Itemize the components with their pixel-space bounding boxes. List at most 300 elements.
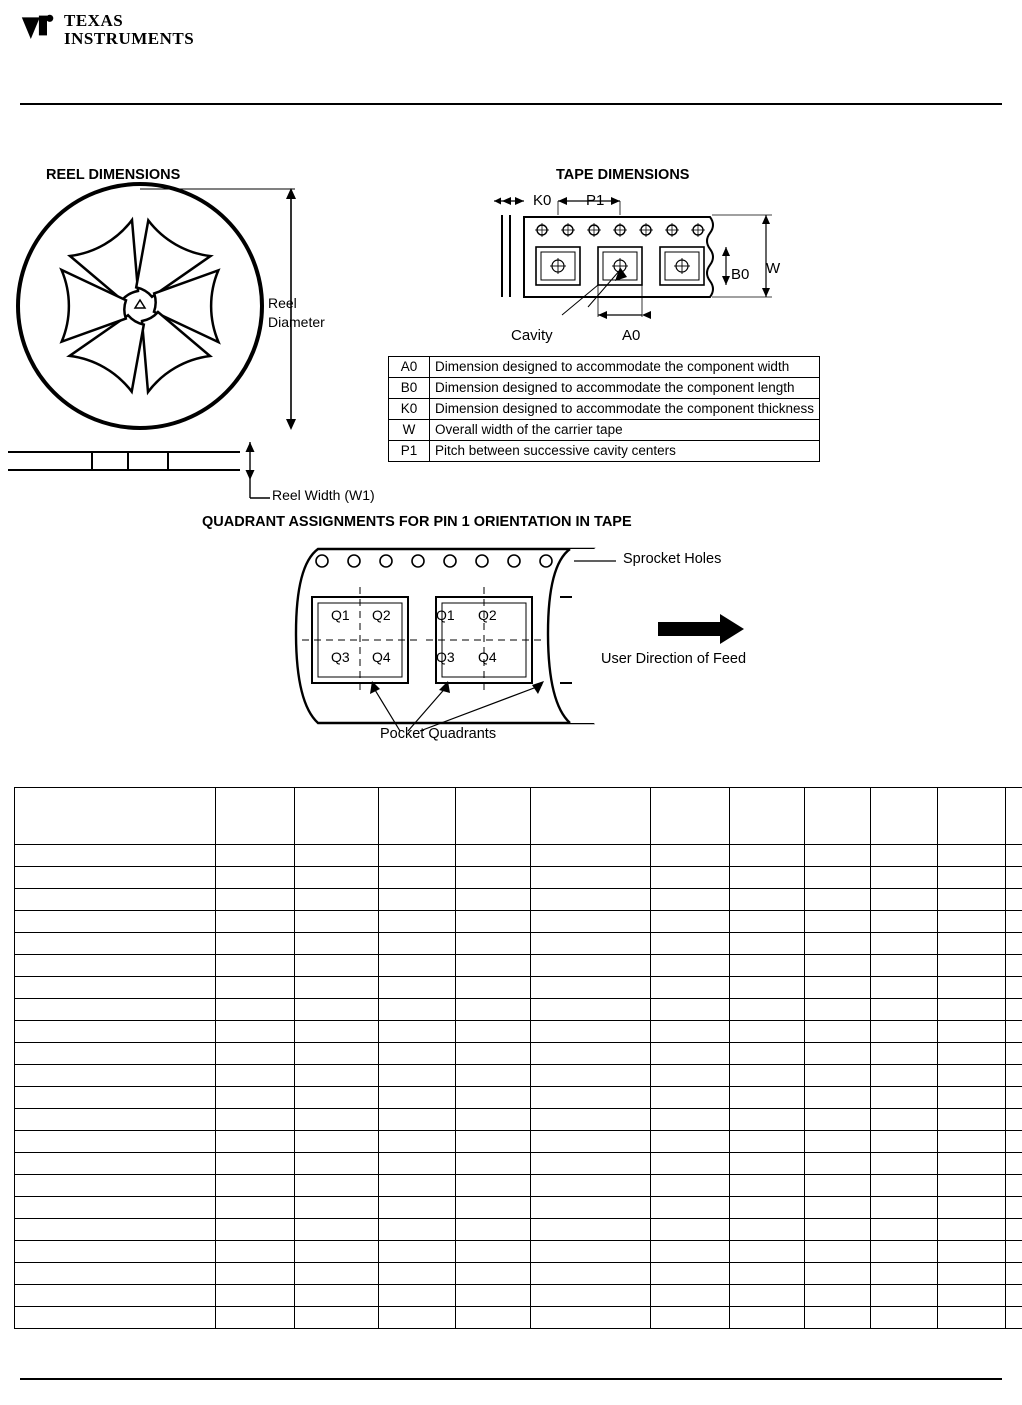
table-cell [531,1307,650,1329]
table-cell [531,999,650,1021]
header-divider [20,103,1002,105]
table-cell [215,1109,294,1131]
table-cell [650,867,729,889]
table-cell [295,1043,379,1065]
table-cell [650,1197,729,1219]
table-row [15,1065,1022,1087]
table-cell [379,867,456,889]
tape-dimensions-title: TAPE DIMENSIONS [556,167,690,183]
table-cell [805,1263,871,1285]
ti-brand-line1: TEXAS [64,11,124,30]
table-cell [295,867,379,889]
table-cell [379,1153,456,1175]
table-cell [456,911,531,933]
table-cell [1006,867,1022,889]
table-row [389,420,820,441]
table-cell [650,845,729,867]
table-row [15,977,1022,999]
table-cell [456,1153,531,1175]
table-cell [871,1307,937,1329]
table-cell [871,867,937,889]
table-row [15,1175,1022,1197]
table-cell [730,1285,805,1307]
table-cell [15,933,216,955]
table-cell [730,955,805,977]
table-cell [456,933,531,955]
table-cell [805,911,871,933]
table-cell [730,1307,805,1329]
table-cell [1006,955,1022,977]
dim-key: K0 [389,399,430,420]
table-cell [650,1109,729,1131]
table-cell [215,1021,294,1043]
table-cell [295,1263,379,1285]
table-cell [15,1021,216,1043]
table-cell [805,1021,871,1043]
table-row [15,1043,1022,1065]
table-cell [531,1285,650,1307]
table-cell [215,911,294,933]
table-cell [15,1065,216,1087]
table-cell [531,1219,650,1241]
column-header [295,788,379,845]
table-cell [805,1197,871,1219]
table-cell [295,1131,379,1153]
table-cell [215,1263,294,1285]
table-row [15,1197,1022,1219]
dim-key: A0 [389,357,430,378]
table-cell [1006,977,1022,999]
table-cell [730,1263,805,1285]
table-row [15,1087,1022,1109]
table-cell [295,911,379,933]
table-cell [15,1153,216,1175]
table-cell [15,955,216,977]
table-cell [871,1131,937,1153]
table-cell [805,845,871,867]
table-row [15,867,1022,889]
table-cell [871,1285,937,1307]
quadrant-pocket-2 [426,587,542,693]
table-cell [15,1219,216,1241]
table-cell [379,955,456,977]
table-cell [531,911,650,933]
table-cell [937,911,1005,933]
ti-wordmark [64,12,194,48]
table-cell [15,1131,216,1153]
table-header-row [15,788,1022,845]
column-header [871,788,937,845]
quadrant-title: QUADRANT ASSIGNMENTS FOR PIN 1 ORIENTATION IN TAPE [202,514,632,530]
table-cell [531,933,650,955]
table-cell [730,977,805,999]
table-cell [937,1219,1005,1241]
table-cell [531,1197,650,1219]
table-cell [1006,1065,1022,1087]
table-cell [650,1153,729,1175]
footer-divider [20,1378,1002,1380]
table-cell [295,845,379,867]
table-cell [730,1241,805,1263]
table-cell [871,1263,937,1285]
table-cell [215,1087,294,1109]
table-cell [805,1109,871,1131]
table-cell [15,1285,216,1307]
table-cell [1006,1043,1022,1065]
table-cell [650,1021,729,1043]
table-cell [379,1241,456,1263]
table-cell [730,1219,805,1241]
table-cell [456,1043,531,1065]
table-cell [15,999,216,1021]
k0-label: K0 [533,192,552,209]
column-header [215,788,294,845]
table-cell [871,1219,937,1241]
table-cell [805,889,871,911]
table-cell [871,1043,937,1065]
table-cell [215,1175,294,1197]
table-cell [937,955,1005,977]
reel-dimensions-title: REEL DIMENSIONS [46,167,181,183]
table-cell [650,977,729,999]
table-cell [1006,1021,1022,1043]
table-cell [379,977,456,999]
table-cell [937,1307,1005,1329]
dim-key: P1 [389,441,430,462]
table-cell [805,1043,871,1065]
table-cell [15,1175,216,1197]
table-cell [1006,1109,1022,1131]
reel-diagram [8,180,338,510]
column-header [730,788,805,845]
table-cell [215,1219,294,1241]
table-cell [295,999,379,1021]
column-header [805,788,871,845]
table-cell [730,911,805,933]
table-cell [730,999,805,1021]
table-cell [937,1087,1005,1109]
b0-label: B0 [731,266,750,283]
table-cell [456,1197,531,1219]
ti-logo [20,10,240,56]
table-cell [730,1153,805,1175]
table-row [15,1263,1022,1285]
table-cell [295,1219,379,1241]
table-cell [1006,1307,1022,1329]
table-cell [937,1263,1005,1285]
table-cell [650,1307,729,1329]
table-cell [805,933,871,955]
table-cell [1006,1153,1022,1175]
table-cell [650,1131,729,1153]
quadrant-q1-pocket2: Q1 [436,607,455,623]
dim-key: B0 [389,378,430,399]
table-cell [937,1241,1005,1263]
table-cell [805,1241,871,1263]
table-cell [871,1065,937,1087]
table-cell [1006,1263,1022,1285]
table-cell [805,1153,871,1175]
table-cell [295,1197,379,1219]
table-cell [871,1021,937,1043]
table-cell [15,1109,216,1131]
table-cell [531,1131,650,1153]
table-cell [730,867,805,889]
table-cell [15,1263,216,1285]
dim-key: W [389,420,430,441]
table-cell [456,1131,531,1153]
table-row [389,357,820,378]
table-row [15,1109,1022,1131]
table-cell [531,955,650,977]
table-cell [456,1175,531,1197]
table-cell [379,1263,456,1285]
table-cell [215,1043,294,1065]
table-cell [937,1175,1005,1197]
table-cell [805,1087,871,1109]
table-cell [871,955,937,977]
table-cell [295,933,379,955]
p1-label: P1 [586,192,605,209]
table-cell [805,1219,871,1241]
column-header [650,788,729,845]
table-cell [456,1021,531,1043]
table-cell [215,1131,294,1153]
table-cell [531,1263,650,1285]
table-cell [379,1197,456,1219]
quadrant-q3-pocket2: Q3 [436,649,455,665]
table-cell [871,1175,937,1197]
table-row [389,378,820,399]
column-header [531,788,650,845]
table-cell [456,1065,531,1087]
table-cell [937,1153,1005,1175]
table-cell [1006,933,1022,955]
table-cell [871,1109,937,1131]
table-cell [937,845,1005,867]
table-cell [531,1241,650,1263]
table-cell [295,1109,379,1131]
table-cell [215,889,294,911]
table-cell [531,1065,650,1087]
cavity-label: Cavity [511,327,553,344]
dimension-definitions-table [388,356,820,462]
table-cell [531,977,650,999]
table-cell [1006,1241,1022,1263]
table-cell [15,1197,216,1219]
table-cell [295,1241,379,1263]
table-cell [650,955,729,977]
table-cell [215,1153,294,1175]
column-header [379,788,456,845]
table-cell [379,1285,456,1307]
table-cell [295,1307,379,1329]
table-cell [295,1153,379,1175]
table-cell [456,1087,531,1109]
feed-direction-label: User Direction of Feed [601,651,747,667]
table-cell [650,1263,729,1285]
quadrant-q4-pocket2: Q4 [478,649,497,665]
reel-side-view [8,452,240,470]
table-cell [379,889,456,911]
table-cell [650,1087,729,1109]
table-row [15,1153,1022,1175]
table-cell [730,1131,805,1153]
table-cell [937,933,1005,955]
column-header [937,788,1005,845]
table-cell [295,977,379,999]
table-cell [871,933,937,955]
table-cell [1006,911,1022,933]
dim-text: Dimension designed to accommodate the component length [430,378,820,399]
quadrant-q2-pocket1: Q2 [372,607,391,623]
table-row [15,955,1022,977]
table-cell [15,977,216,999]
table-cell [215,1065,294,1087]
table-cell [730,1109,805,1131]
table-cell [871,977,937,999]
table-cell [531,889,650,911]
table-cell [937,1065,1005,1087]
table-cell [379,1043,456,1065]
table-cell [650,933,729,955]
k0-dimension [494,197,524,205]
table-cell [937,889,1005,911]
reel-diameter-label-line1: Reel [268,295,297,311]
table-cell [215,1285,294,1307]
package-data-table [14,787,1022,1329]
table-cell [937,999,1005,1021]
table-row [15,845,1022,867]
table-cell [1006,889,1022,911]
table-cell [379,1087,456,1109]
table-cell [456,1219,531,1241]
table-cell [15,889,216,911]
table-cell [937,1043,1005,1065]
table-cell [215,1307,294,1329]
table-cell [456,1241,531,1263]
table-cell [1006,999,1022,1021]
table-cell [456,845,531,867]
table-cell [871,889,937,911]
table-cell [937,1285,1005,1307]
table-cell [215,977,294,999]
table-cell [456,889,531,911]
table-cell [456,867,531,889]
table-cell [295,955,379,977]
quadrant-q1-pocket1: Q1 [331,607,350,623]
table-cell [871,845,937,867]
table-cell [531,867,650,889]
table-cell [730,1043,805,1065]
table-row [15,999,1022,1021]
table-cell [456,1109,531,1131]
table-cell [531,1153,650,1175]
table-row [15,889,1022,911]
table-cell [937,1197,1005,1219]
table-row [15,933,1022,955]
table-row [389,441,820,462]
table-row [389,399,820,420]
table-cell [215,999,294,1021]
table-row [15,1241,1022,1263]
quadrant-q4-pocket1: Q4 [372,649,391,665]
table-row [15,1021,1022,1043]
dim-text: Overall width of the carrier tape [430,420,820,441]
table-cell [15,1307,216,1329]
dim-text: Dimension designed to accommodate the component width [430,357,820,378]
table-cell [531,845,650,867]
table-cell [531,1043,650,1065]
table-cell [379,1021,456,1043]
table-cell [937,867,1005,889]
table-cell [531,1087,650,1109]
table-cell [650,1175,729,1197]
table-cell [15,1043,216,1065]
table-cell [295,1065,379,1087]
column-header [456,788,531,845]
table-cell [215,1197,294,1219]
table-cell [805,977,871,999]
table-cell [730,845,805,867]
table-cell [15,845,216,867]
table-cell [295,1087,379,1109]
table-cell [295,1175,379,1197]
table-cell [531,1021,650,1043]
table-cell [1006,1131,1022,1153]
table-cell [650,889,729,911]
table-cell [730,1021,805,1043]
table-cell [1006,845,1022,867]
table-cell [456,977,531,999]
table-cell [650,1285,729,1307]
table-cell [379,1109,456,1131]
table-cell [730,1175,805,1197]
table-cell [295,1285,379,1307]
table-cell [531,1175,650,1197]
dim-text: Dimension designed to accommodate the component thickness [430,399,820,420]
quadrant-q3-pocket1: Q3 [331,649,350,665]
pocket-quadrants-label: Pocket Quadrants [380,726,497,742]
table-cell [805,1131,871,1153]
table-cell [805,1065,871,1087]
ti-brand-line2: INSTRUMENTS [64,28,195,48]
table-cell [730,1065,805,1087]
table-cell [15,1241,216,1263]
column-header [15,788,216,845]
table-cell [215,933,294,955]
table-cell [379,1065,456,1087]
b0-dimension [722,247,730,285]
table-cell [1006,1285,1022,1307]
table-cell [379,911,456,933]
table-cell [379,1175,456,1197]
table-row [15,1285,1022,1307]
table-cell [871,1241,937,1263]
table-cell [379,999,456,1021]
table-cell [379,933,456,955]
table-cell [456,1307,531,1329]
table-cell [805,1307,871,1329]
table-cell [215,845,294,867]
table-cell [15,1087,216,1109]
a0-label: A0 [622,327,641,344]
table-cell [871,999,937,1021]
table-cell [805,955,871,977]
sprocket-holes-label: Sprocket Holes [623,551,722,567]
table-cell [1006,1175,1022,1197]
reel-diameter-label-line2: Diameter [268,314,325,330]
